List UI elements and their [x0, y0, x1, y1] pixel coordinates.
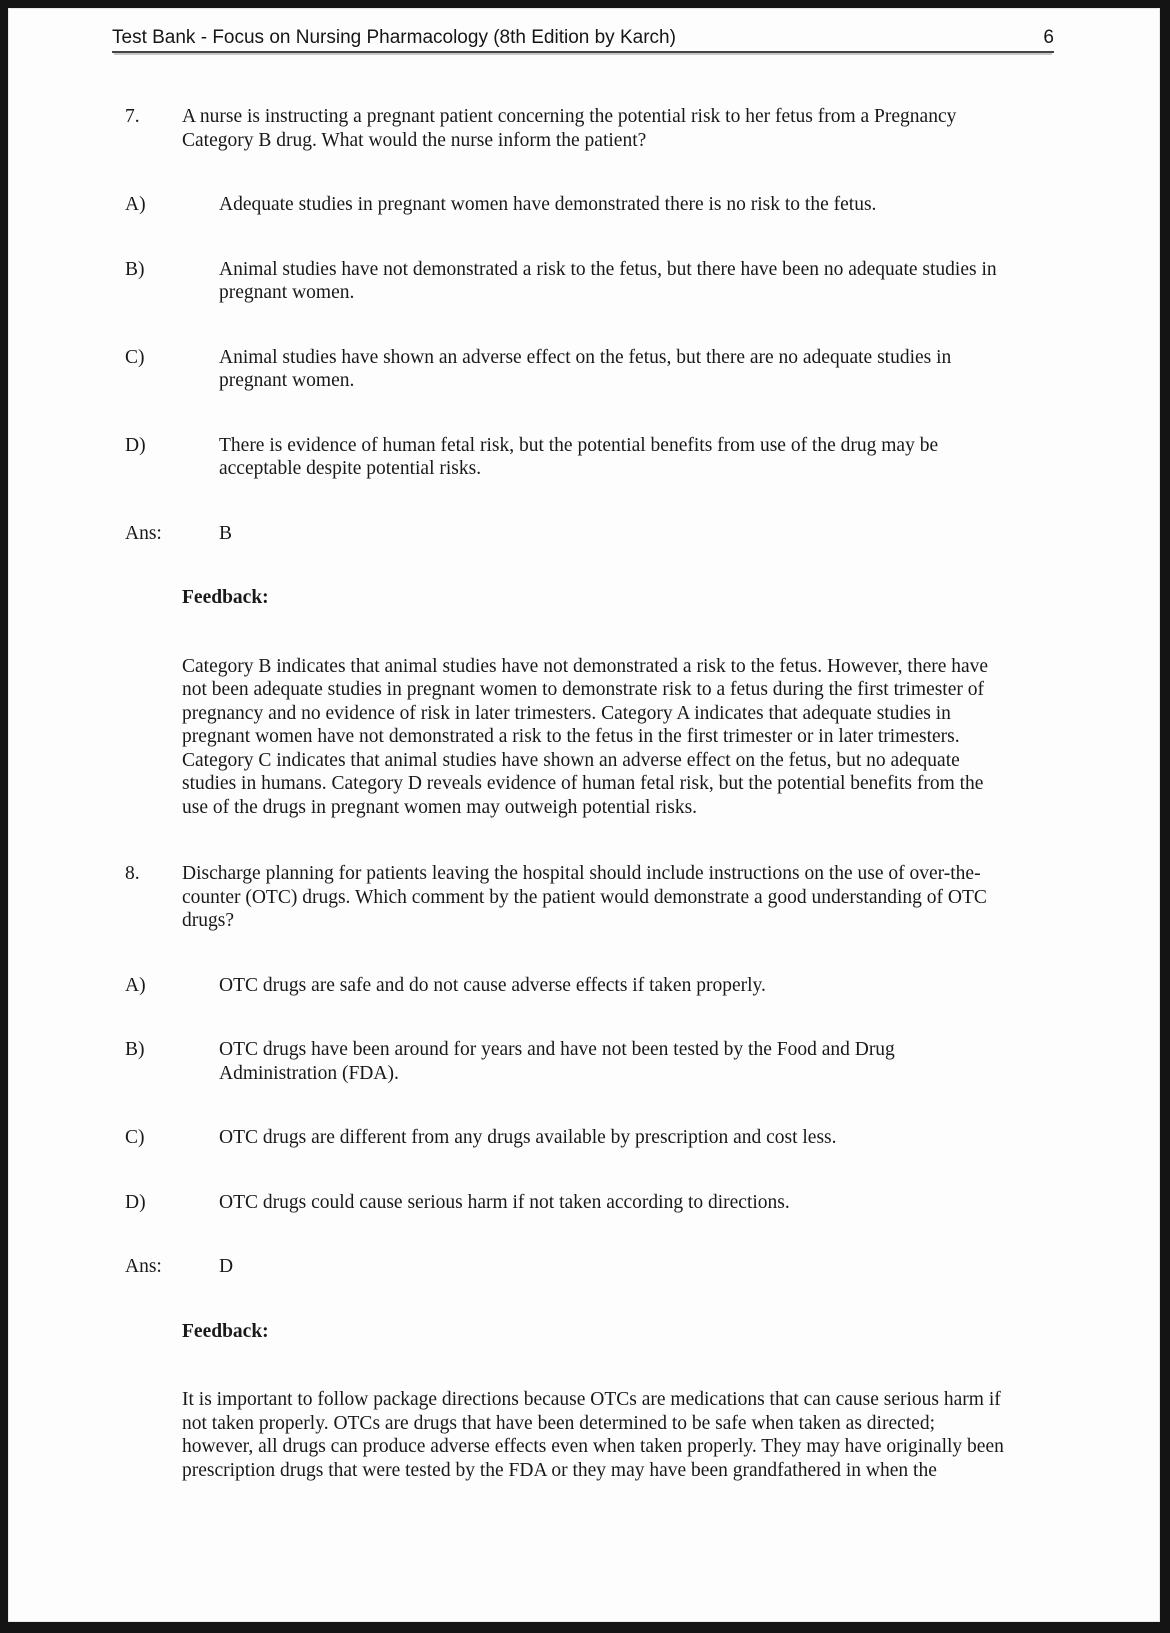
option-text: Adequate studies in pregnant women have demonstrated there is no risk to the fetus. — [219, 194, 877, 215]
option-text: Animal studies have not demonstrated a risk to the fetus, but there have been no adequate studies in pregnant women. — [219, 258, 997, 303]
question-7-feedback-heading: Feedback: — [182, 587, 269, 608]
option-text: There is evidence of human fetal risk, but the potential benefits from use of the drug may be acceptable despite potential risks. — [219, 434, 939, 479]
option-letter: C) — [125, 1127, 145, 1148]
option-letter: D) — [125, 1191, 146, 1213]
option-text: OTC drugs are safe and do not cause adverse effects if taken properly. — [219, 974, 766, 996]
question-7-option-a — [125, 193, 1035, 217]
question-7-option-d — [125, 434, 1035, 481]
answer-value: D — [219, 1256, 234, 1277]
option-text: OTC drugs could cause serious harm if not taken according to directions. — [219, 1191, 790, 1213]
question-8-option-c — [125, 1126, 1035, 1150]
document-page — [8, 8, 1160, 1622]
question-8-option-b — [125, 1038, 1035, 1085]
question-8-option-d — [125, 1191, 1035, 1215]
option-letter: C) — [125, 346, 145, 368]
question-number: 7. — [125, 106, 140, 127]
answer-label: Ans: — [125, 522, 162, 544]
question-text: A nurse is instructing a pregnant patient concerning the potential risk to her fetus from a Pregnancy Category B drug. What would the nurse inform the patient? — [182, 106, 957, 151]
question-8-feedback-heading: Feedback: — [182, 1320, 269, 1342]
option-letter: B) — [125, 1039, 145, 1060]
option-letter: A) — [125, 974, 146, 996]
option-letter: A) — [125, 194, 146, 215]
question-8-answer — [125, 1255, 1035, 1279]
question-number: 8. — [125, 863, 140, 884]
answer-label: Ans: — [125, 1256, 162, 1277]
question-7-option-b — [125, 258, 1035, 305]
page-content — [125, 105, 1035, 1482]
header-title: Test Bank - Focus on Nursing Pharmacology (8th Edition by Karch) — [112, 27, 676, 48]
question-7 — [125, 105, 1035, 152]
question-8 — [125, 862, 1035, 933]
page-number: 6 — [1043, 27, 1054, 48]
question-8-feedback-text: It is important to follow package directions because OTCs are medications that can cause serious harm if not taken properly. OTCs are drugs that have been determined to be safe when taken as directed; however, all drugs can produce adverse effects even when taken properly. They may have originally been prescription drugs that were tested by the FDA or they may have been grandfathered in when the — [182, 1389, 1004, 1481]
question-7-feedback-text: Category B indicates that animal studies have not demonstrated a risk to the fetus. However, there have not been adequate studies in pregnant women to demonstrate risk to a fetus during the first trimester of pregnancy and no evidence of risk in later trimesters. Category A indicates that adequate studies in pregnant women have not demonstrated a risk to the fetus in the first trimester or in later trimesters. Category C indicates that animal studies have shown an adverse effect on the fetus, but no adequate studies in humans. Category D reveals evidence of human fetal risk, but the potential benefits from the use of the drugs in pregnant women may outweigh potential risks. — [182, 655, 989, 818]
page-header — [112, 27, 1054, 53]
question-8-option-a — [125, 974, 1035, 998]
option-text: OTC drugs have been around for years and have not been tested by the Food and Drug Administration (FDA). — [219, 1039, 895, 1084]
option-letter: B) — [125, 258, 145, 280]
option-text: Animal studies have shown an adverse effect on the fetus, but there are no adequate studies in pregnant women. — [219, 346, 952, 391]
question-text: Discharge planning for patients leaving the hospital should include instructions on the use of over-the-counter (OTC) drugs. Which comment by the patient would demonstrate a good understanding of OTC drugs? — [182, 863, 987, 931]
option-text: OTC drugs are different from any drugs available by prescription and cost less. — [219, 1127, 837, 1148]
answer-value: B — [219, 522, 233, 544]
question-7-option-c — [125, 346, 1035, 393]
option-letter: D) — [125, 434, 146, 456]
question-7-answer — [125, 522, 1035, 546]
